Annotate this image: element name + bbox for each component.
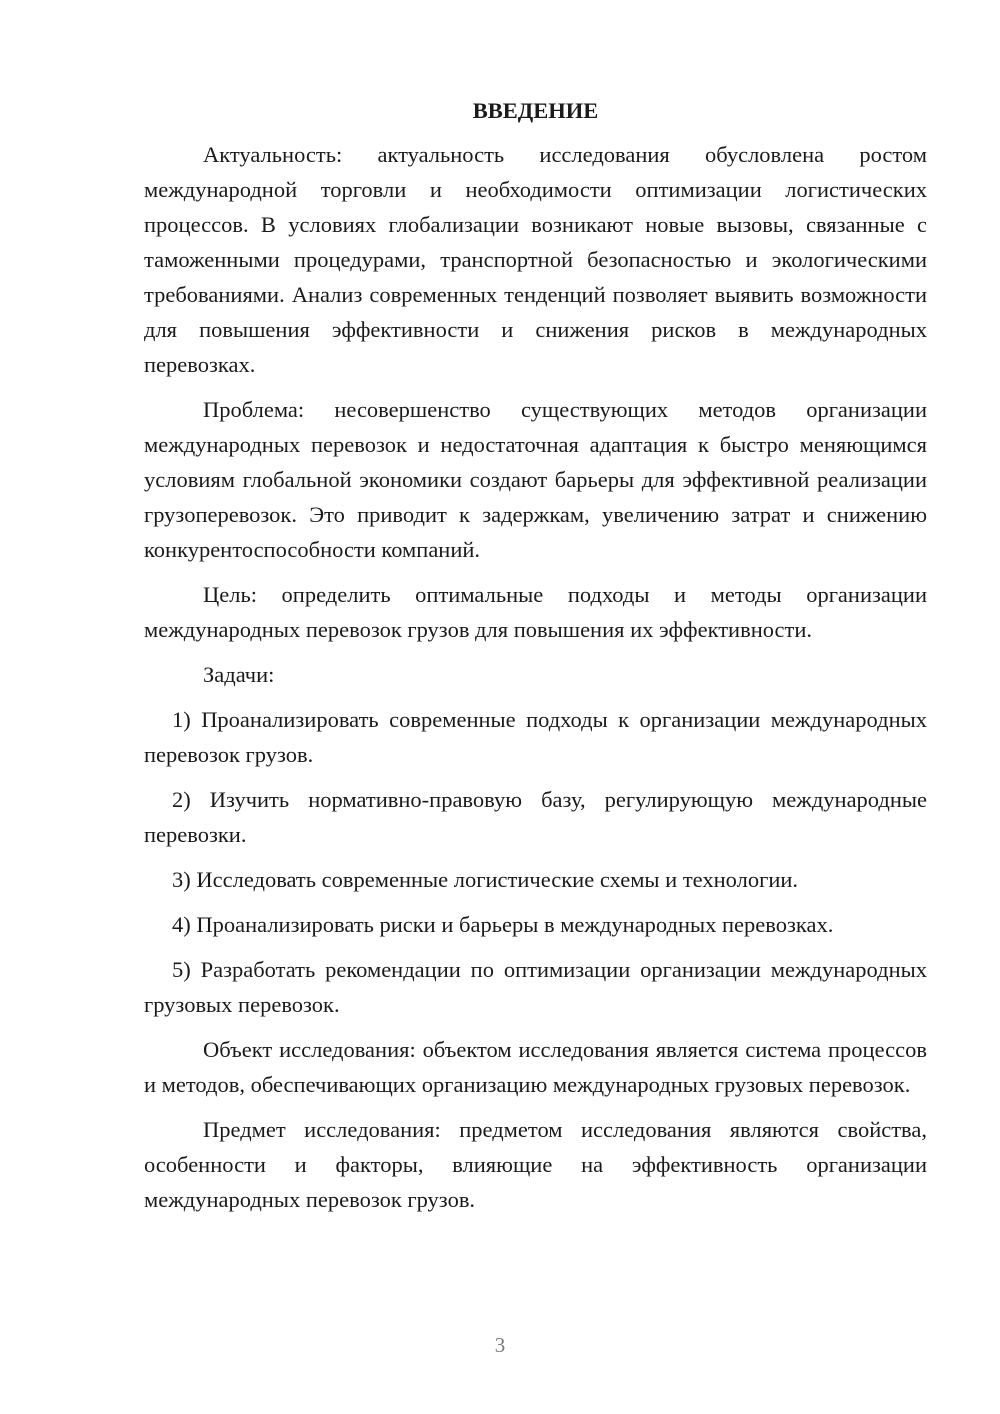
relevance-paragraph: Актуальность: актуальность исследования обусловлена ростом международной торговли и необходимости оптимизации логистических процессов. В условиях глобализации возникают новые вызовы, связанные с таможенными процедурами, транспортной безопасностью и экологическими требованиями. Анализ современных тенденций позволяет выявить возможности для повышения эффективности и снижения рисков в международных перевозках. (144, 142, 927, 377)
task-item: 2) Изучить нормативно-правовую базу, регулирующую международные перевозки. (144, 787, 927, 847)
task-item: 3) Исследовать современные логистические схемы и технологии. (172, 867, 799, 892)
tasks-heading: Задачи: (203, 662, 275, 687)
section-title: ВВЕДЕНИЕ (472, 98, 599, 123)
subject-paragraph: Предмет исследования: предметом исследования являются свойства, особенности и факторы, влияющие на эффективность организации международных перевозок грузов. (144, 1117, 927, 1212)
task-item: 1) Проанализировать современные подходы к организации международных перевозок грузов. (144, 707, 927, 767)
object-paragraph: Объект исследования: объектом исследования является система процессов и методов, обеспечивающих организацию международных грузовых перевозок. (144, 1037, 927, 1097)
task-item: 5) Разработать рекомендации по оптимизации организации международных грузовых перевозок. (144, 957, 927, 1017)
page-content (144, 93, 927, 1227)
page-number: 3 (494, 1333, 506, 1357)
problem-paragraph: Проблема: несовершенство существующих методов организации международных перевозок и недостаточная адаптация к быстро меняющимся условиям глобальной экономики создают барьеры для эффективной реализации грузоперевозок. Это приводит к задержкам, увеличению затрат и снижению конкурентоспособности компаний. (144, 397, 927, 562)
goal-paragraph: Цель: определить оптимальные подходы и методы организации международных перевозок грузов для повышения их эффективности. (144, 582, 927, 642)
task-item: 4) Проанализировать риски и барьеры в международных перевозках. (172, 912, 834, 937)
